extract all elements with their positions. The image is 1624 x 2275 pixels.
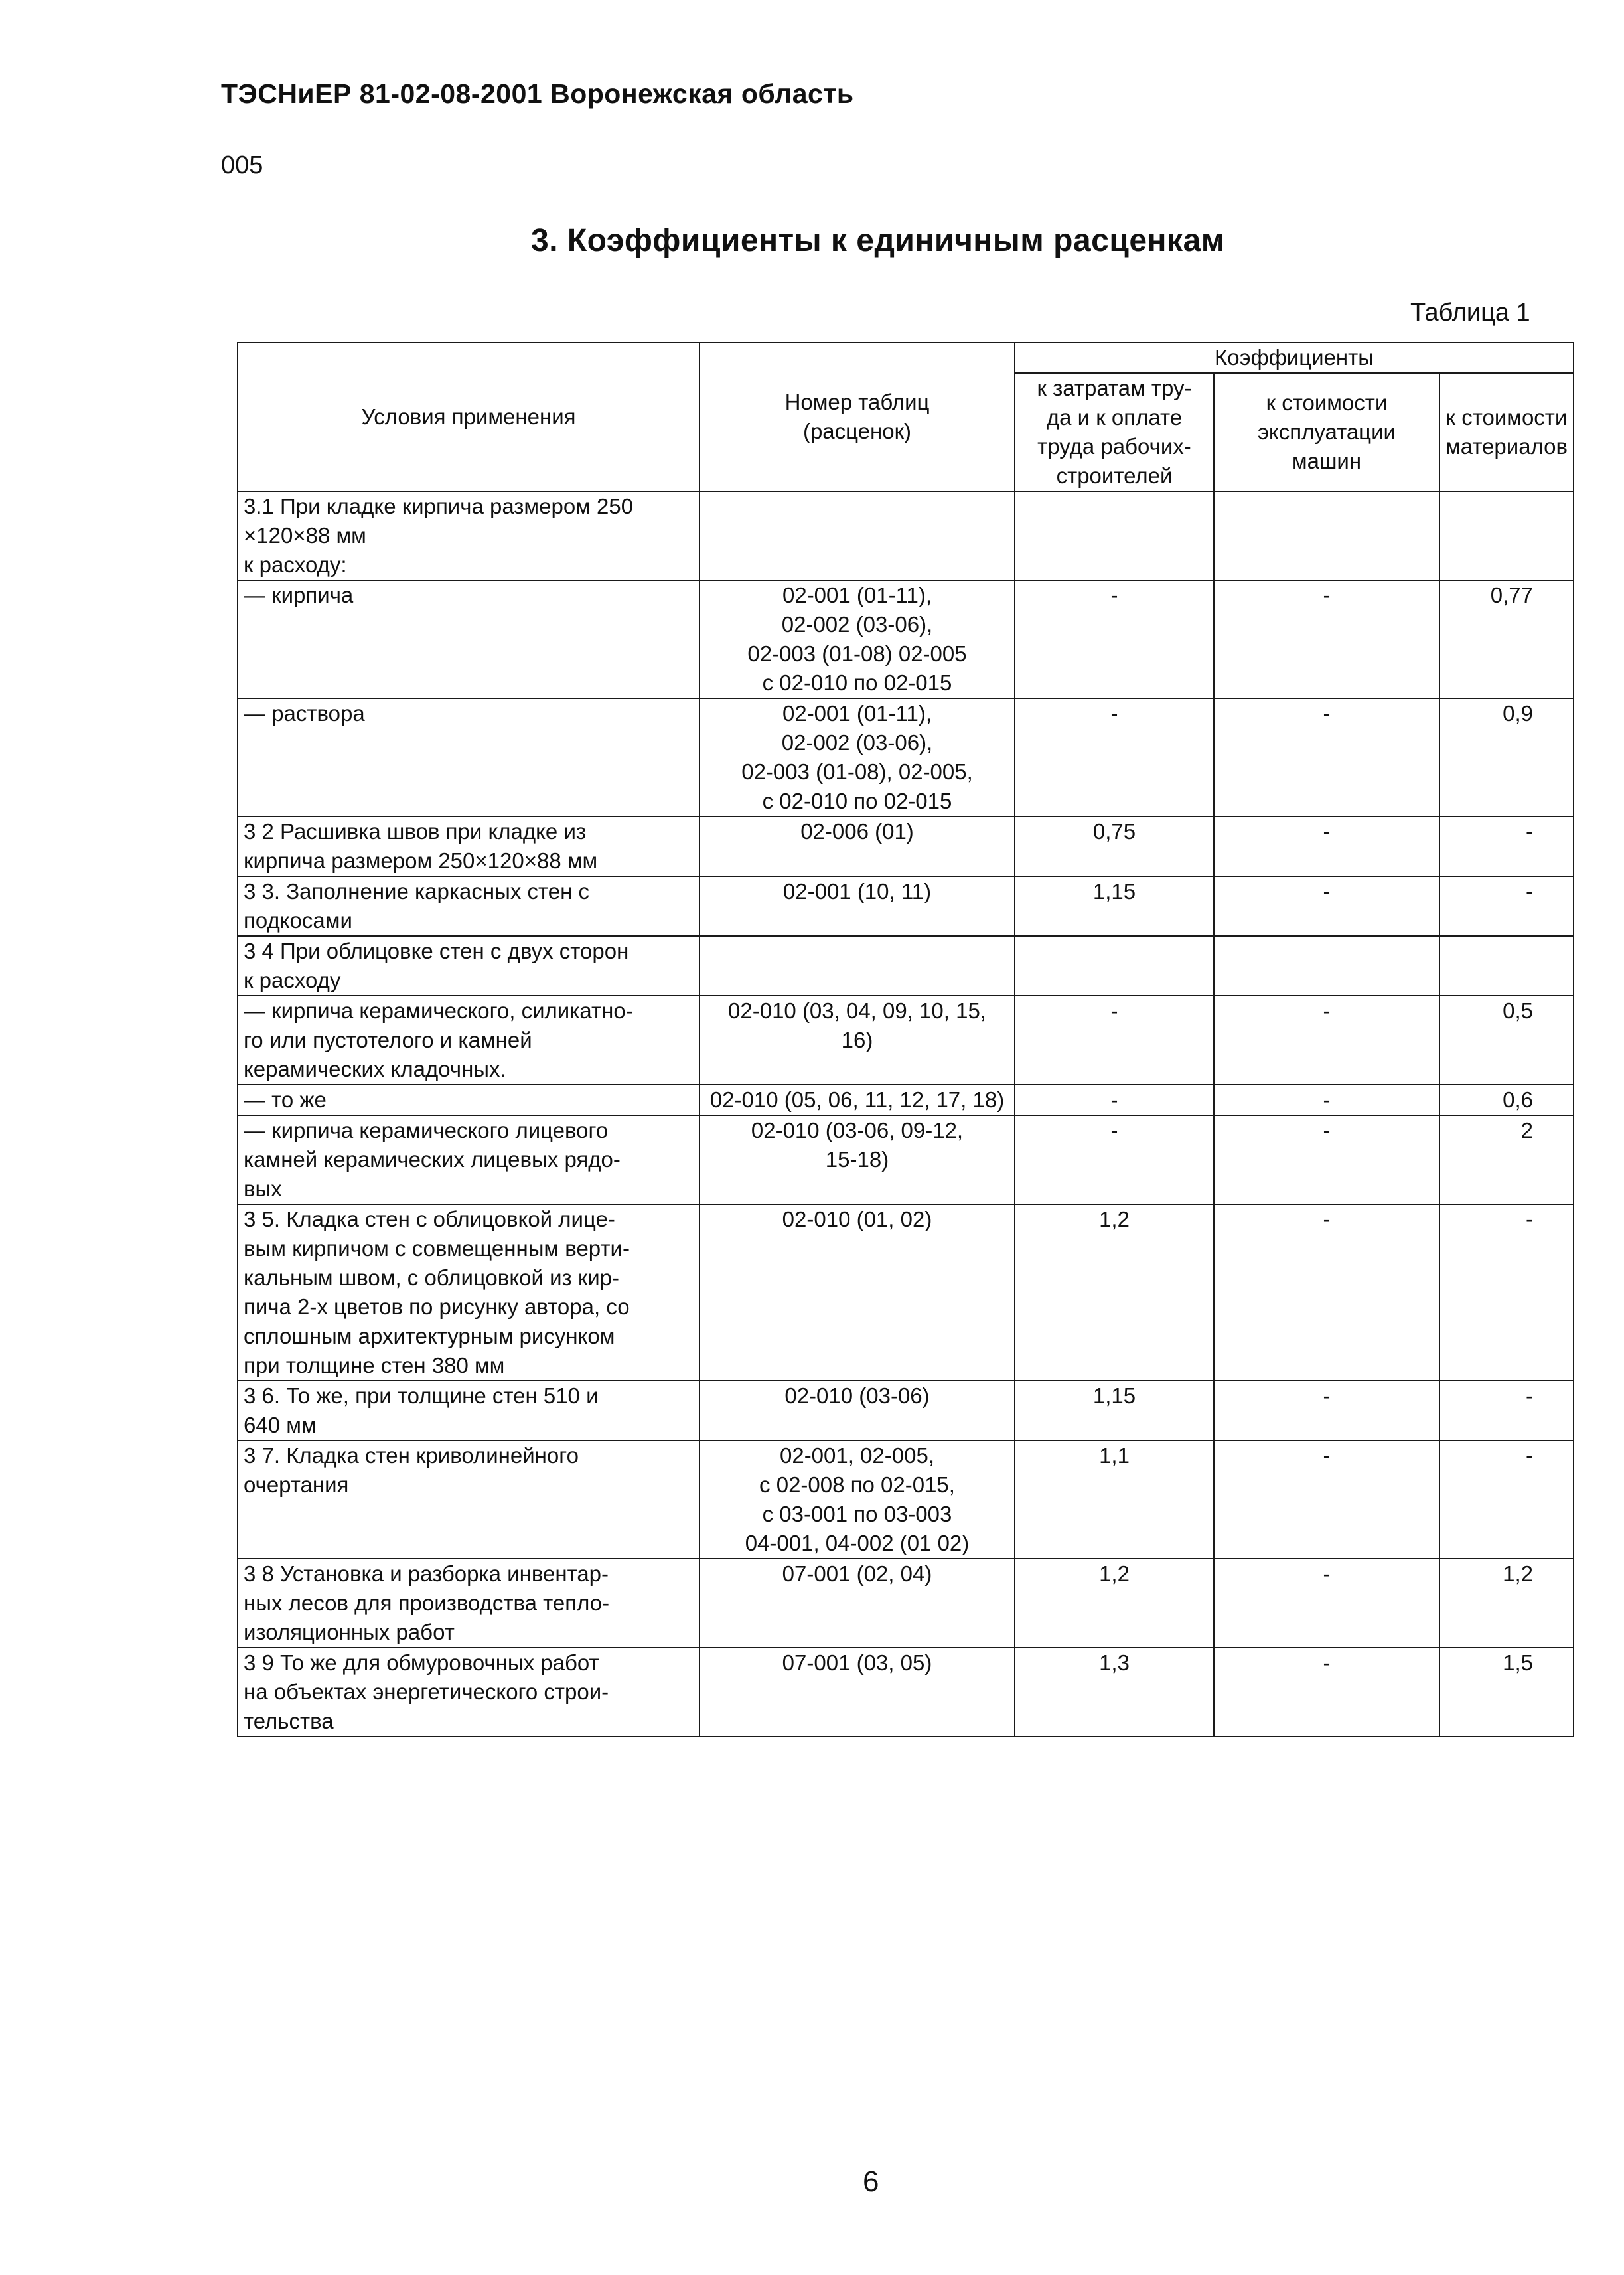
materials-coefficient-cell: - — [1439, 817, 1574, 876]
machines-coefficient-cell: - — [1214, 1441, 1439, 1559]
machines-coefficient-cell: - — [1214, 1381, 1439, 1441]
table-number-cell: 02-010 (03, 04, 09, 10, 15, 16) — [700, 996, 1015, 1085]
header-materials: к стоимости материалов — [1439, 373, 1574, 491]
header-table-numbers: Номер таблиц (расценок) — [700, 343, 1015, 491]
materials-coefficient-cell: - — [1439, 1441, 1574, 1559]
materials-coefficient-cell: 0,5 — [1439, 996, 1574, 1085]
table-row — [238, 1648, 1574, 1737]
condition-cell: — кирпича керамического лицевого камней керамических лицевых рядо- вых — [238, 1115, 700, 1204]
condition-cell: — то же — [238, 1085, 700, 1115]
table-row — [238, 491, 1574, 580]
condition-cell: — кирпича керамического, силикатно- го или пустотелого и камней керамических кладочных. — [238, 996, 700, 1085]
machines-coefficient-cell: - — [1214, 1115, 1439, 1204]
labor-coefficient-cell: 1,2 — [1015, 1559, 1214, 1648]
header-machines: к стоимости эксплуатации машин — [1214, 373, 1439, 491]
materials-coefficient-cell: - — [1439, 876, 1574, 936]
labor-coefficient-cell: - — [1015, 1085, 1214, 1115]
condition-cell: 3 2 Расшивка швов при кладке из кирпича размером 250×120×88 мм — [238, 817, 700, 876]
machines-coefficient-cell: - — [1214, 817, 1439, 876]
condition-cell: 3 5. Кладка стен с облицовкой лице- вым кирпичом с совмещенным верти- кальным швом, с облицовкой из кир- пича 2-х цветов по рисунку автора, со сплошным архитектурным рисунком при толщине стен 380 мм — [238, 1204, 700, 1381]
machines-coefficient-cell: - — [1214, 1648, 1439, 1737]
header-coefficients: Коэффициенты — [1015, 343, 1574, 373]
section-code: 005 — [221, 151, 263, 179]
table-body — [238, 491, 1574, 1737]
labor-coefficient-cell: 1,15 — [1015, 876, 1214, 936]
machines-coefficient-cell: - — [1214, 1085, 1439, 1115]
table-row — [238, 936, 1574, 996]
condition-cell: — раствора — [238, 698, 700, 817]
table-row — [238, 1441, 1574, 1559]
table-number-cell: 02-001 (01-11), 02-002 (03-06), 02-003 (01-08) 02-005 с 02-010 по 02-015 — [700, 580, 1015, 698]
page-number: 6 — [863, 2165, 879, 2198]
condition-cell: 3 8 Установка и разборка инвентар- ных лесов для производства тепло- изоляционных работ — [238, 1559, 700, 1648]
table-number-cell: 02-001, 02-005, с 02-008 по 02-015, с 03-001 по 03-003 04-001, 04-002 (01 02) — [700, 1441, 1015, 1559]
labor-coefficient-cell — [1015, 491, 1214, 580]
machines-coefficient-cell: - — [1214, 996, 1439, 1085]
materials-coefficient-cell: 2 — [1439, 1115, 1574, 1204]
condition-cell: 3.1 При кладке кирпича размером 250 ×120×88 мм к расходу: — [238, 491, 700, 580]
machines-coefficient-cell — [1214, 936, 1439, 996]
condition-cell: 3 4 При облицовке стен с двух сторон к расходу — [238, 936, 700, 996]
table-label: Таблица 1 — [1410, 299, 1530, 327]
labor-coefficient-cell: - — [1015, 580, 1214, 698]
labor-coefficient-cell: 1,3 — [1015, 1648, 1214, 1737]
table-number-cell: 07-001 (02, 04) — [700, 1559, 1015, 1648]
table-row — [238, 876, 1574, 936]
labor-coefficient-cell — [1015, 936, 1214, 996]
table-number-cell: 02-006 (01) — [700, 817, 1015, 876]
table-row — [238, 996, 1574, 1085]
table-number-cell: 02-010 (03-06, 09-12, 15-18) — [700, 1115, 1015, 1204]
coefficients-table — [237, 342, 1574, 1737]
materials-coefficient-cell — [1439, 936, 1574, 996]
table-number-cell: 02-001 (01-11), 02-002 (03-06), 02-003 (01-08), 02-005, с 02-010 по 02-015 — [700, 698, 1015, 817]
machines-coefficient-cell — [1214, 491, 1439, 580]
table-row — [238, 1559, 1574, 1648]
table-number-cell: 02-001 (10, 11) — [700, 876, 1015, 936]
header-conditions: Условия применения — [238, 343, 700, 491]
labor-coefficient-cell: - — [1015, 698, 1214, 817]
header-row-top — [238, 343, 1574, 373]
condition-cell: 3 9 То же для обмуровочных работ на объектах энергетического строи- тельства — [238, 1648, 700, 1737]
materials-coefficient-cell: 1,2 — [1439, 1559, 1574, 1648]
materials-coefficient-cell: 0,6 — [1439, 1085, 1574, 1115]
table-number-cell: 02-010 (05, 06, 11, 12, 17, 18) — [700, 1085, 1015, 1115]
materials-coefficient-cell: 0,77 — [1439, 580, 1574, 698]
table-number-cell: 02-010 (01, 02) — [700, 1204, 1015, 1381]
machines-coefficient-cell: - — [1214, 1559, 1439, 1648]
condition-cell: — кирпича — [238, 580, 700, 698]
materials-coefficient-cell: 1,5 — [1439, 1648, 1574, 1737]
machines-coefficient-cell: - — [1214, 698, 1439, 817]
table-number-cell: 07-001 (03, 05) — [700, 1648, 1015, 1737]
table-row — [238, 580, 1574, 698]
table-number-cell — [700, 936, 1015, 996]
table-row — [238, 1115, 1574, 1204]
table-row — [238, 1381, 1574, 1441]
condition-cell: 3 3. Заполнение каркасных стен с подкосами — [238, 876, 700, 936]
table-row — [238, 698, 1574, 817]
section-title: 3. Коэффициенты к единичным расценкам — [531, 223, 1225, 258]
materials-coefficient-cell: 0,9 — [1439, 698, 1574, 817]
labor-coefficient-cell: 1,15 — [1015, 1381, 1214, 1441]
machines-coefficient-cell: - — [1214, 580, 1439, 698]
materials-coefficient-cell: - — [1439, 1381, 1574, 1441]
document-code: ТЭСНиЕР 81-02-08-2001 Воронежская область — [221, 78, 854, 109]
labor-coefficient-cell: - — [1015, 1115, 1214, 1204]
header-labor: к затратам тру- да и к оплате труда рабочих- строителей — [1015, 373, 1214, 491]
labor-coefficient-cell: 1,2 — [1015, 1204, 1214, 1381]
condition-cell: 3 7. Кладка стен криволинейного очертания — [238, 1441, 700, 1559]
machines-coefficient-cell: - — [1214, 1204, 1439, 1381]
materials-coefficient-cell: - — [1439, 1204, 1574, 1381]
table-number-cell: 02-010 (03-06) — [700, 1381, 1015, 1441]
table-row — [238, 1085, 1574, 1115]
table-number-cell — [700, 491, 1015, 580]
materials-coefficient-cell — [1439, 491, 1574, 580]
labor-coefficient-cell: 1,1 — [1015, 1441, 1214, 1559]
machines-coefficient-cell: - — [1214, 876, 1439, 936]
table-row — [238, 817, 1574, 876]
labor-coefficient-cell: 0,75 — [1015, 817, 1214, 876]
condition-cell: 3 6. То же, при толщине стен 510 и 640 мм — [238, 1381, 700, 1441]
table-row — [238, 1204, 1574, 1381]
labor-coefficient-cell: - — [1015, 996, 1214, 1085]
